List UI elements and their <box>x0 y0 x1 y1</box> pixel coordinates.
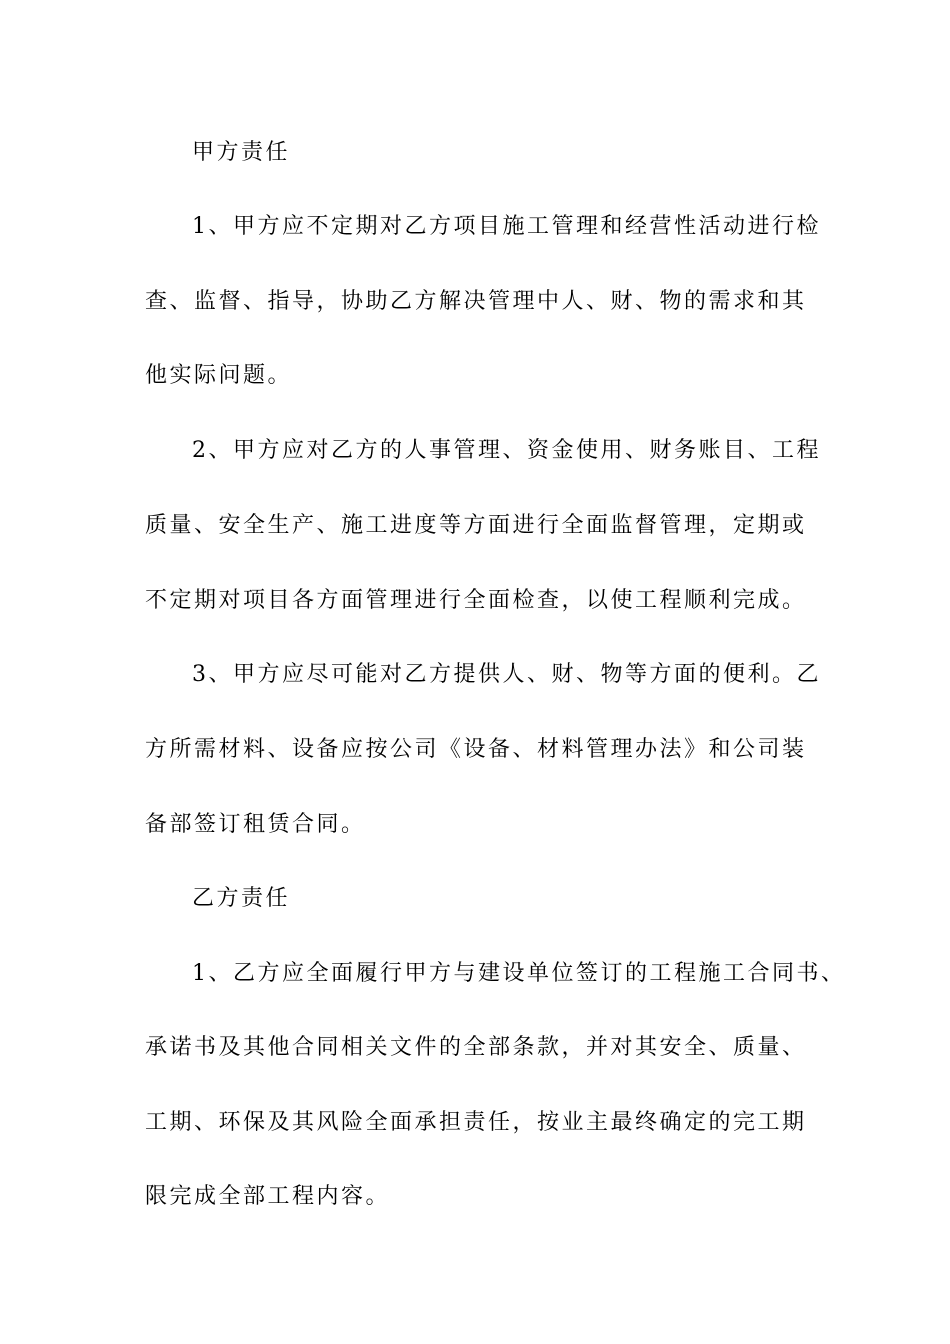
paragraph-line: 1、乙方应全面履行甲方与建设单位签订的工程施工合同书、 <box>192 961 846 986</box>
paragraph-line: 承诺书及其他合同相关文件的全部条款，并对其安全、质量、 <box>145 1035 807 1060</box>
paragraph-line: 他实际问题。 <box>145 363 293 388</box>
paragraph-line: 3、甲方应尽可能对乙方提供人、财、物等方面的便利。乙 <box>192 662 821 687</box>
paragraph-line: 1、甲方应不定期对乙方项目施工管理和经营性活动进行检 <box>192 214 821 239</box>
paragraph-line: 限完成全部工程内容。 <box>145 1184 391 1209</box>
paragraph-line: 查、监督、指导，协助乙方解决管理中人、财、物的需求和其 <box>145 289 807 314</box>
paragraph-line: 不定期对项目各方面管理进行全面检查，以使工程顺利完成。 <box>145 588 807 613</box>
section-heading-party-a: 甲方责任 <box>192 140 291 165</box>
paragraph-line: 备部签订租赁合同。 <box>145 812 366 837</box>
paragraph-line: 质量、安全生产、施工进度等方面进行全面监督管理，定期或 <box>145 513 807 538</box>
paragraph-line: 2、甲方应对乙方的人事管理、资金使用、财务账目、工程 <box>192 438 821 463</box>
paragraph-line: 工期、环保及其风险全面承担责任，按业主最终确定的完工期 <box>145 1110 807 1135</box>
section-heading-party-b: 乙方责任 <box>192 886 291 911</box>
paragraph-line: 方所需材料、设备应按公司《设备、材料管理办法》和公司装 <box>145 737 807 762</box>
